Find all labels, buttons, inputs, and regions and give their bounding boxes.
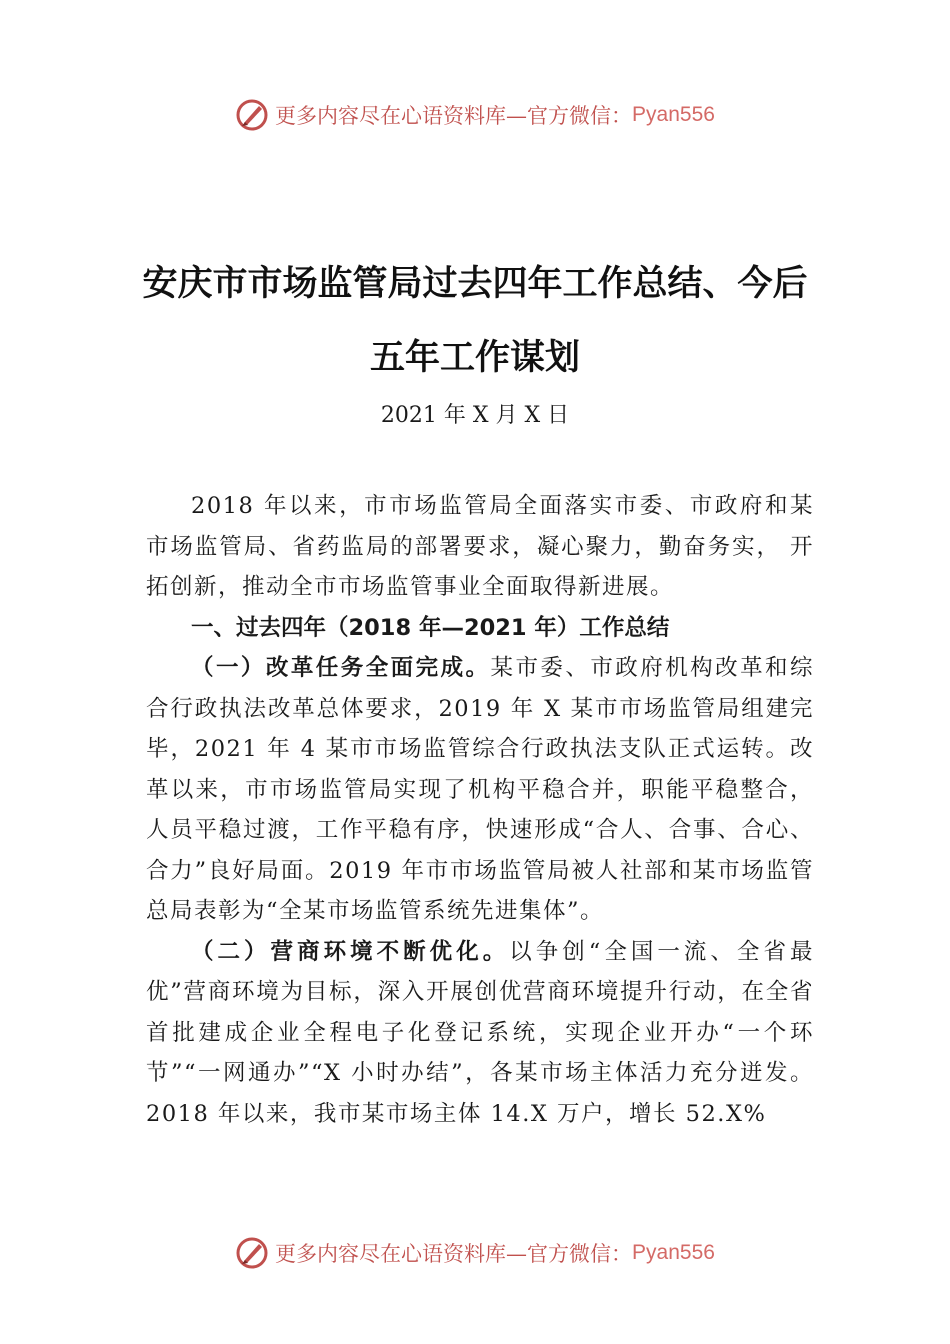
item1-paragraph: [146, 648, 814, 932]
banner-text: 更多内容尽在心语资料库—官方微信：: [275, 104, 633, 128]
document-title-line2: 五年工作谋划: [369, 337, 580, 378]
intro-paragraph: 2018 年以来，市市场监管局全面落实市委、市政府和某市场监管局、省药监局的部署要求，凝心聚力，勤奋务实， 开拓创新，推动全市市场监管事业全面取得新进展。: [146, 493, 814, 600]
banner-wechat-id: Pyan556: [632, 1241, 715, 1264]
item2-lead: （二）营商环境不断优化。: [191, 938, 510, 965]
item2-paragraph: [146, 932, 814, 1135]
pen-seal-logo-icon: [235, 1236, 269, 1270]
banner-text: 更多内容尽在心语资料库—官方微信：: [275, 1242, 633, 1266]
item1-lead: （一）改革任务全面完成。: [191, 655, 491, 681]
footer-banner: [0, 1233, 950, 1273]
document-title-line1: 安庆市市场监管局过去四年工作总结、今后: [142, 263, 808, 304]
item2-text: 以争创“全国一流、全省最优”营商环境为目标，深入开展创优营商环境提升行动，在全省首批建成企业全程电子化登记系统，实现企业开办“一个环节”“一网通办”“X 小时办结”，各某市场主体活力充分迸发。2018 年以来，我市某市场主体 14.X 万户，增长 52.X%: [146, 938, 814, 1127]
pen-seal-logo-icon: [235, 98, 269, 132]
banner-wechat-id: Pyan556: [632, 103, 715, 126]
header-banner: [0, 95, 950, 135]
document-body: [146, 486, 814, 1134]
section1-heading: 一、过去四年（2018 年—2021 年）工作总结: [191, 614, 670, 641]
item1-text: 某市委、市政府机构改革和综合行政执法改革总体要求，2019 年 X 某市市场监管局组建完毕，2021 年 4 某市市场监管综合行政执法支队正式运转。改革以来，市市场监管局实现了机构平稳合并，职能平稳整合，人员平稳过渡，工作平稳有序，快速形成“合人、合事、合心、合力”良好局面。2019 年市市场监管局被人社部和某市场监管总局表彰为“全某市场监管系统先进集体”。: [146, 655, 814, 924]
document-date: 2021 年 X 月 X 日: [380, 403, 570, 428]
